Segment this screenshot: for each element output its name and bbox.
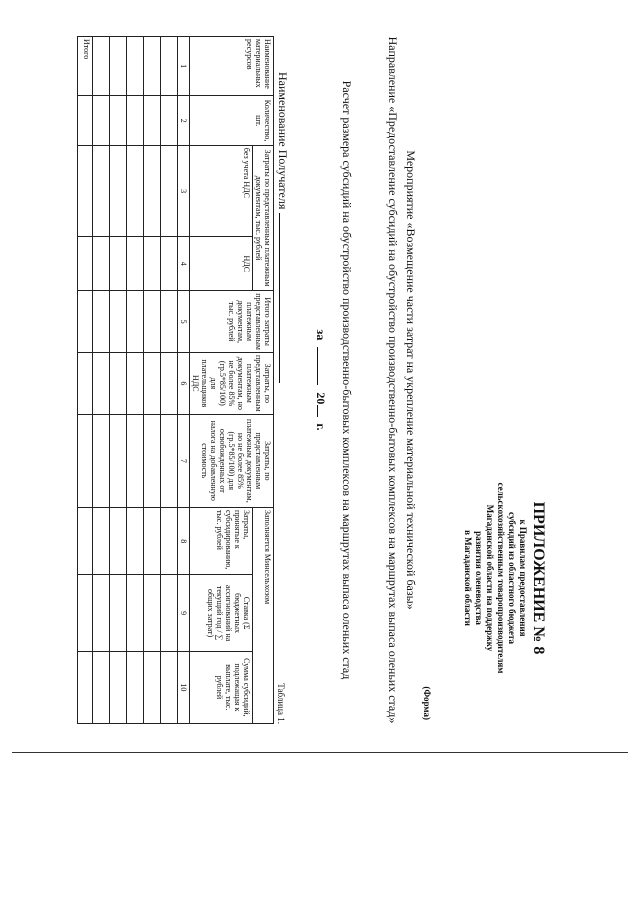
header-rate: Ставка (Σ бюджетных ассигнований на текущий год / ∑ общих затрат) <box>190 575 253 651</box>
period-year-blank <box>317 405 318 417</box>
period-blank <box>317 347 318 385</box>
table-row <box>127 37 144 724</box>
period-line <box>313 34 328 726</box>
table-row <box>110 37 127 724</box>
appendix-line: в Магаданской области <box>463 530 473 626</box>
header-accepted: Затраты, принятые к субсидированию, тыс. рублей <box>190 507 253 575</box>
measure-title: Мероприятие «Возмещение части затрат на укрепление материальной технической базы» <box>404 150 418 610</box>
header-name: Наименование материальных ресурсов <box>190 37 274 96</box>
period-suffix: г. <box>314 423 328 431</box>
header-subsidy: Сумма субсидий, подлежащая к выплате, тыс. рублей <box>190 651 253 723</box>
total-row <box>78 37 93 724</box>
appendix-line: развития оленеводства <box>474 531 484 625</box>
calc-title: Расчет размера субсидий на обустройство производственно-бытовых комплексов на маршрутах выпаса оленьих стад <box>340 80 354 680</box>
recipient-label: Наименование Получателя <box>276 72 290 210</box>
appendix-title: ПРИЛОЖЕНИЕ № 8 <box>530 501 547 655</box>
rotated-content <box>82 34 552 726</box>
column-number: 9 <box>178 575 190 651</box>
form-label: (Форма) <box>422 686 432 720</box>
appendix-block <box>462 438 548 718</box>
direction-title: Направление «Предоставление субсидий на обустройство производственно-бытовых комплексов на маршрутах выпаса оленьих стад» <box>386 36 400 724</box>
column-number: 7 <box>178 414 190 507</box>
column-number: 4 <box>178 237 190 291</box>
column-number: 8 <box>178 507 190 575</box>
column-number: 3 <box>178 145 190 236</box>
appendix-line: к Правилам предоставления <box>518 519 528 637</box>
recipient-line <box>275 72 290 383</box>
page-divider <box>12 752 628 753</box>
table-row <box>93 37 110 724</box>
period-year: 20 <box>314 392 328 405</box>
period-prefix: за <box>314 329 328 341</box>
appendix-line: Магаданской области на поддержку <box>485 504 495 652</box>
header-85-vat: Затраты, по представленным платежным документам, но не более 85% (гр.5*85/100) для плательщиков НДС <box>190 352 274 414</box>
total-label: Итого <box>78 37 93 96</box>
column-number: 2 <box>178 96 190 146</box>
header-filled-by-ministry: Заполняется Минсельхозом <box>253 507 274 723</box>
table-row <box>161 37 178 724</box>
header-qty: Количество, шт. <box>190 96 274 146</box>
column-number: 10 <box>178 651 190 723</box>
column-number: 1 <box>178 37 190 96</box>
appendix-line: субсидий из областного бюджета <box>507 511 517 645</box>
header-costs-no-vat: без учета НДС <box>190 145 253 236</box>
subsidy-table <box>77 36 274 724</box>
recipient-blank <box>279 213 280 383</box>
column-number: 5 <box>178 291 190 353</box>
appendix-line: сельскохозяйственным товаропроизводителям <box>496 482 506 674</box>
header-vat: НДС <box>190 237 253 291</box>
table-label: Таблица 1. <box>276 683 286 724</box>
header-85-exempt: Затраты, по представленным платежным документам, но не более 85% (гр.5*85/100) для освобожденных от налога на добавленную стоимость <box>190 414 274 507</box>
column-number: 6 <box>178 352 190 414</box>
header-total: Итого затраты представленным платежным документам, тыс. рублей <box>190 291 274 353</box>
table-row <box>144 37 161 724</box>
header-costs: Затраты по представленным платежным документам, тыс. рублей <box>253 145 274 290</box>
